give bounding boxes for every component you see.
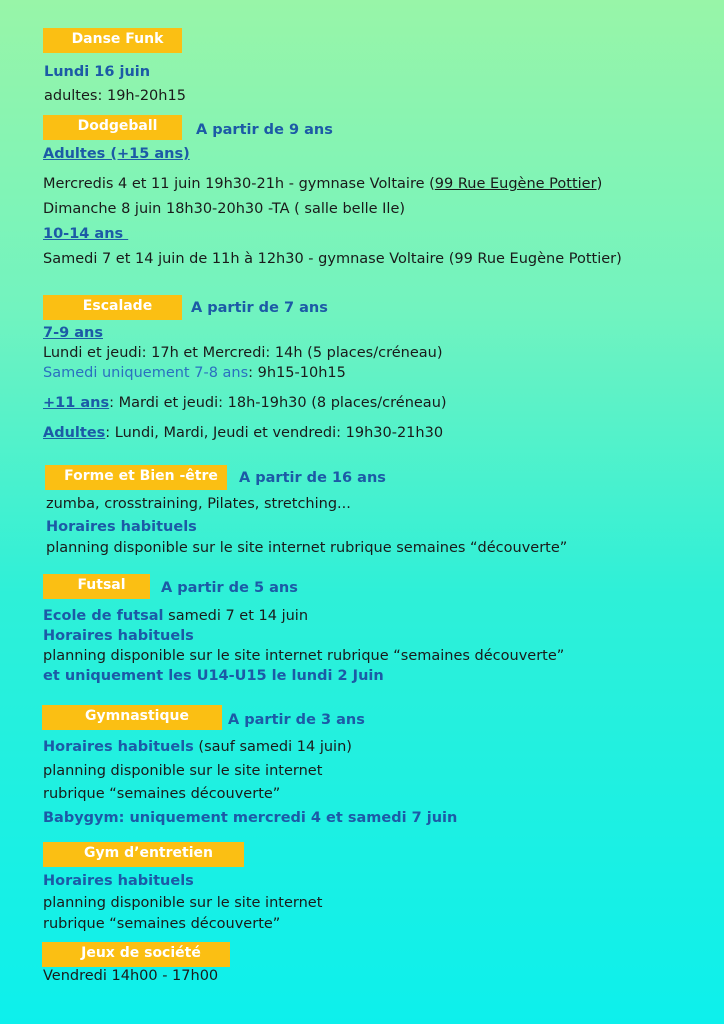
escalade-saturday-line (43, 363, 346, 383)
escalade-saturday-label: Samedi uniquement 7-8 ans (43, 365, 249, 381)
danse-funk-date: Lundi 16 juin (44, 64, 151, 80)
gymnastique-tag: Gymnastique (42, 705, 222, 730)
dodgeball-age: A partir de 9 ans (196, 122, 333, 138)
gymnastique-hours-line (43, 737, 352, 757)
dodgeball-line-1-end: ) (596, 176, 603, 192)
escalade-11-line (43, 393, 447, 413)
gym-entretien-tag: Gym d’entretien (43, 842, 244, 867)
jeux-tag: Jeux de société (42, 942, 230, 967)
dodgeball-line-2: Dimanche 8 juin 18h30-20h30 -TA ( salle belle Ile) (43, 201, 406, 217)
gymnastique-planning-2: rubrique “semaines découverte” (43, 786, 281, 802)
dodgeball-tag: Dodgeball (43, 115, 182, 140)
futsal-u14-note: et uniquement les U14-U15 le lundi 2 Juin (43, 668, 384, 684)
escalade-adults-line (43, 423, 443, 443)
futsal-tag: Futsal (43, 574, 150, 599)
futsal-school-dates: samedi 7 et 14 juin (163, 608, 309, 624)
escalade-7-9-line: Lundi et jeudi: 17h et Mercredi: 14h (5 places/créneau) (43, 345, 443, 361)
danse-funk-tag: Danse Funk (43, 28, 182, 53)
forme-age: A partir de 16 ans (239, 470, 386, 486)
forme-tag: Forme et Bien -être (45, 465, 227, 490)
dodgeball-adults-label: Adultes (+15 ans) (43, 146, 190, 162)
forme-hours-label: Horaires habituels (46, 519, 197, 535)
danse-funk-line: adultes: 19h-20h15 (44, 88, 186, 104)
futsal-planning: planning disponible sur le site internet rubrique “semaines découverte” (43, 648, 565, 664)
escalade-adults-label: Adultes (43, 425, 106, 441)
escalade-saturday-hours: : 9h15-10h15 (248, 365, 346, 381)
escalade-tag: Escalade (43, 295, 182, 320)
gymnastique-hours-note: (sauf samedi 14 juin) (193, 739, 352, 755)
gym-entretien-planning-1: planning disponible sur le site internet (43, 895, 323, 911)
futsal-school-line (43, 606, 308, 626)
escalade-adults-hours: : Lundi, Mardi, Jeudi et vendredi: 19h30-21h30 (105, 425, 444, 441)
gymnastique-planning-1: planning disponible sur le site internet (43, 763, 323, 779)
forme-planning: planning disponible sur le site internet rubrique semaines “découverte” (46, 540, 568, 556)
gymnastique-age: A partir de 3 ans (228, 712, 365, 728)
dodgeball-address-link[interactable]: 99 Rue Eugène Pottier (434, 176, 597, 192)
escalade-age: A partir de 7 ans (191, 300, 328, 316)
escalade-11-label: +11 ans (43, 395, 110, 411)
escalade-11-hours: : Mardi et jeudi: 18h-19h30 (8 places/créneau) (109, 395, 447, 411)
gym-entretien-hours-label: Horaires habituels (43, 873, 194, 889)
dodgeball-line-3: Samedi 7 et 14 juin de 11h à 12h30 - gymnase Voltaire (99 Rue Eugène Pottier) (43, 251, 622, 267)
gym-entretien-planning-2: rubrique “semaines découverte” (43, 916, 281, 932)
futsal-school-label: Ecole de futsal (43, 608, 164, 624)
gymnastique-babygym: Babygym: uniquement mercredi 4 et samedi 7 juin (43, 810, 458, 826)
dodgeball-kids-label: 10-14 ans (43, 226, 129, 242)
escalade-7-9-label: 7-9 ans (43, 325, 103, 341)
forme-activities: zumba, crosstraining, Pilates, stretching... (46, 496, 351, 512)
futsal-hours-label: Horaires habituels (43, 628, 194, 644)
dodgeball-line-1 (43, 174, 602, 194)
jeux-line: Vendredi 14h00 - 17h00 (43, 968, 219, 984)
futsal-age: A partir de 5 ans (161, 580, 298, 596)
dodgeball-line-1-text: Mercredis 4 et 11 juin 19h30-21h - gymnase Voltaire ( (43, 176, 435, 192)
gymnastique-hours-label: Horaires habituels (43, 739, 194, 755)
